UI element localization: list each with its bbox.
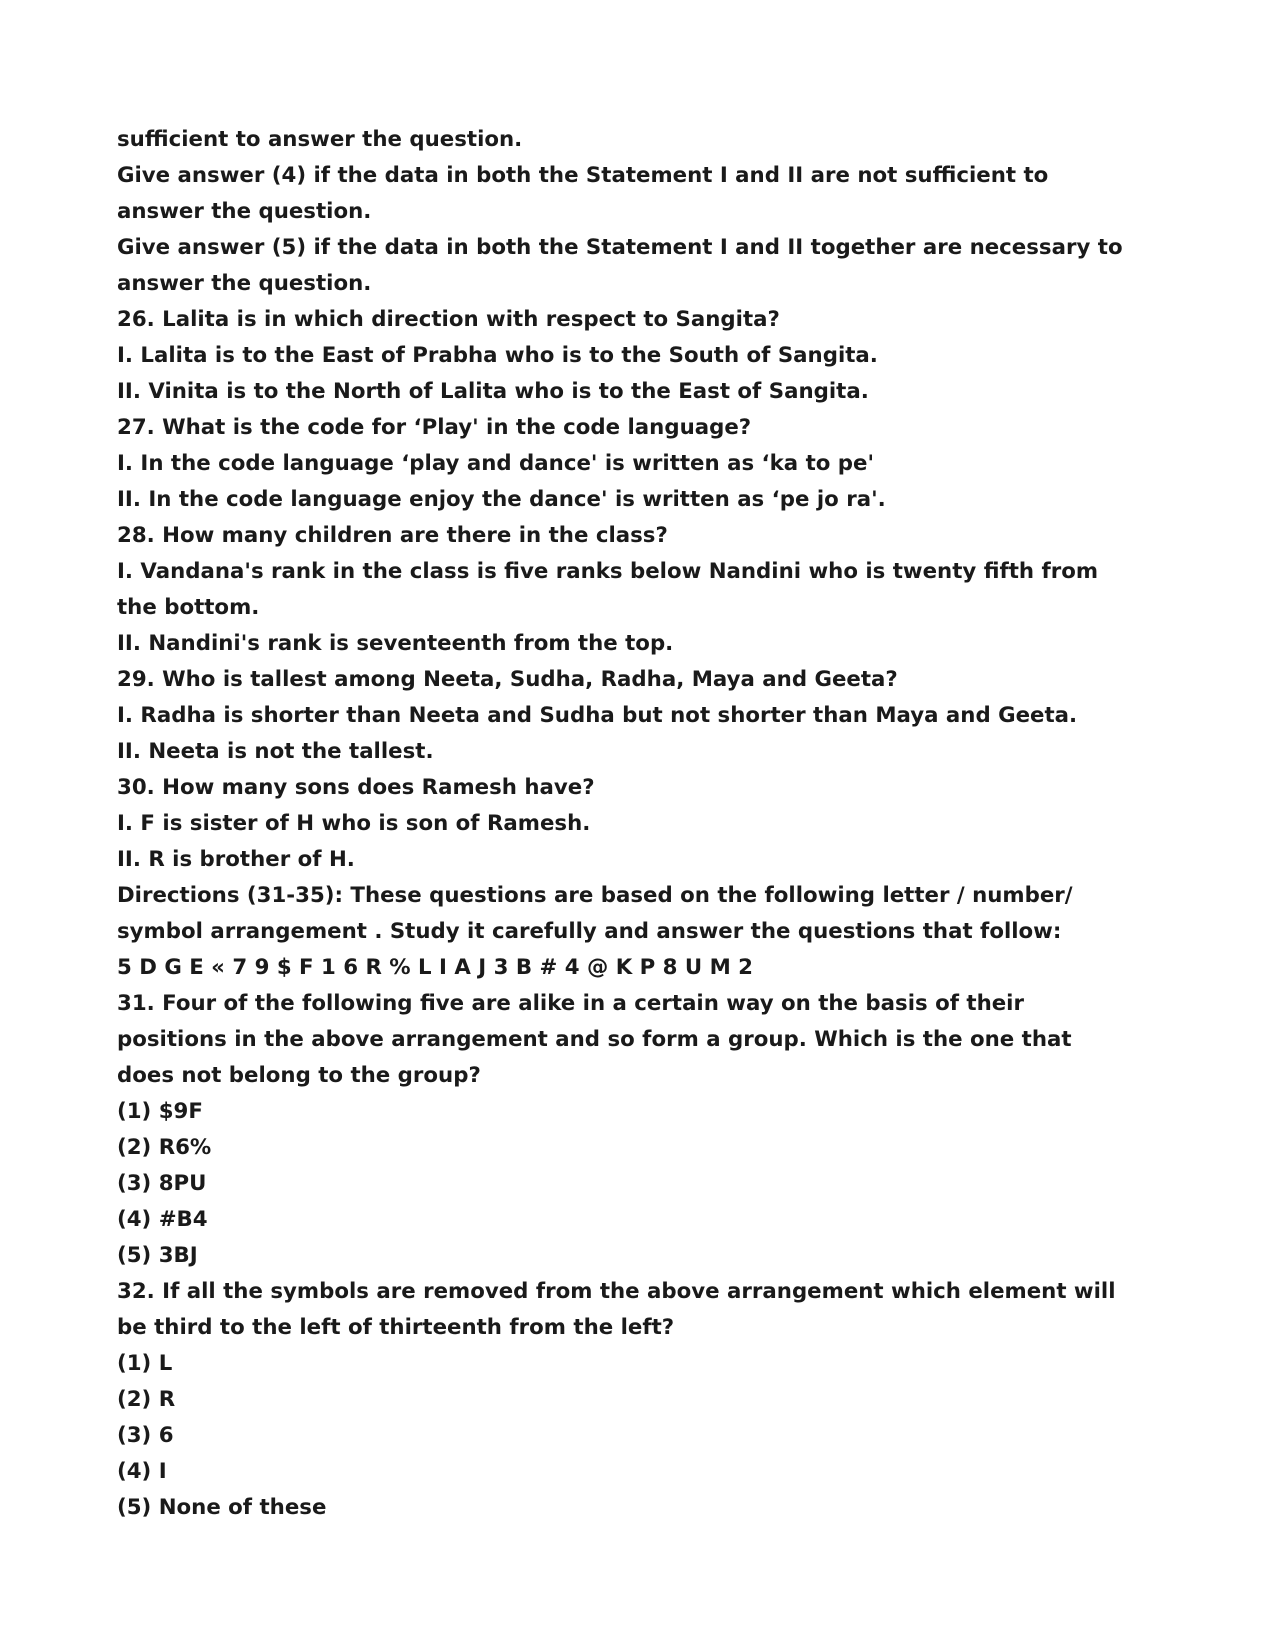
answer-option: (3) 6	[117, 1423, 174, 1448]
question-30: 30. How many sons does Ramesh have?	[117, 775, 595, 800]
answer-option: (3) 8PU	[117, 1171, 207, 1196]
question-32-cont: be third to the left of thirteenth from the left?	[117, 1315, 675, 1340]
question-31-cont: does not belong to the group?	[117, 1063, 481, 1088]
statement-line: I. In the code language ‘play and dance' is written as ‘ka to pe'	[117, 451, 875, 476]
document-page	[117, 122, 1177, 1526]
statement-line: I. Lalita is to the East of Prabha who is to the South of Sangita.	[117, 343, 878, 368]
directions-line: Directions (31-35): These questions are based on the following letter / number/	[117, 883, 1073, 908]
statement-line: II. Vinita is to the North of Lalita who is to the East of Sangita.	[117, 379, 869, 404]
text-line: Give answer (4) if the data in both the Statement I and II are not sufficient to	[117, 163, 1049, 188]
symbol-arrangement: 5 D G E « 7 9 $ F 1 6 R % L I A J 3 B # 4 @ K P 8 U M 2	[117, 955, 753, 980]
statement-line: II. In the code language enjoy the dance' is written as ‘pe jo ra'.	[117, 487, 886, 512]
question-26: 26. Lalita is in which direction with respect to Sangita?	[117, 307, 780, 332]
directions-line: symbol arrangement . Study it carefully and answer the questions that follow:	[117, 919, 1062, 944]
statement-line: I. F is sister of H who is son of Ramesh.	[117, 811, 591, 836]
statement-line: I. Vandana's rank in the class is five ranks below Nandini who is twenty fifth from	[117, 559, 1099, 584]
statement-line: I. Radha is shorter than Neeta and Sudha but not shorter than Maya and Geeta.	[117, 703, 1078, 728]
statement-line: II. Nandini's rank is seventeenth from the top.	[117, 631, 674, 656]
statement-line: II. R is brother of H.	[117, 847, 355, 872]
answer-option: (1) L	[117, 1351, 173, 1376]
answer-option: (4) #B4	[117, 1207, 208, 1232]
answer-option: (4) I	[117, 1459, 167, 1484]
question-31: 31. Four of the following five are alike in a certain way on the basis of their	[117, 991, 1024, 1016]
answer-option: (5) 3BJ	[117, 1243, 198, 1268]
question-29: 29. Who is tallest among Neeta, Sudha, Radha, Maya and Geeta?	[117, 667, 898, 692]
question-28: 28. How many children are there in the class?	[117, 523, 668, 548]
question-31-cont: positions in the above arrangement and so form a group. Which is the one that	[117, 1027, 1072, 1052]
text-line: answer the question.	[117, 271, 372, 296]
text-line: Give answer (5) if the data in both the Statement I and II together are necessary to	[117, 235, 1123, 260]
answer-option: (2) R	[117, 1387, 176, 1412]
statement-line: the bottom.	[117, 595, 260, 620]
question-32: 32. If all the symbols are removed from the above arrangement which element will	[117, 1279, 1116, 1304]
answer-option: (1) $9F	[117, 1099, 203, 1124]
question-27: 27. What is the code for ‘Play' in the code language?	[117, 415, 752, 440]
answer-option: (2) R6%	[117, 1135, 212, 1160]
answer-option: (5) None of these	[117, 1495, 327, 1520]
text-line: answer the question.	[117, 199, 372, 224]
statement-line: II. Neeta is not the tallest.	[117, 739, 434, 764]
text-line: sufficient to answer the question.	[117, 127, 523, 152]
